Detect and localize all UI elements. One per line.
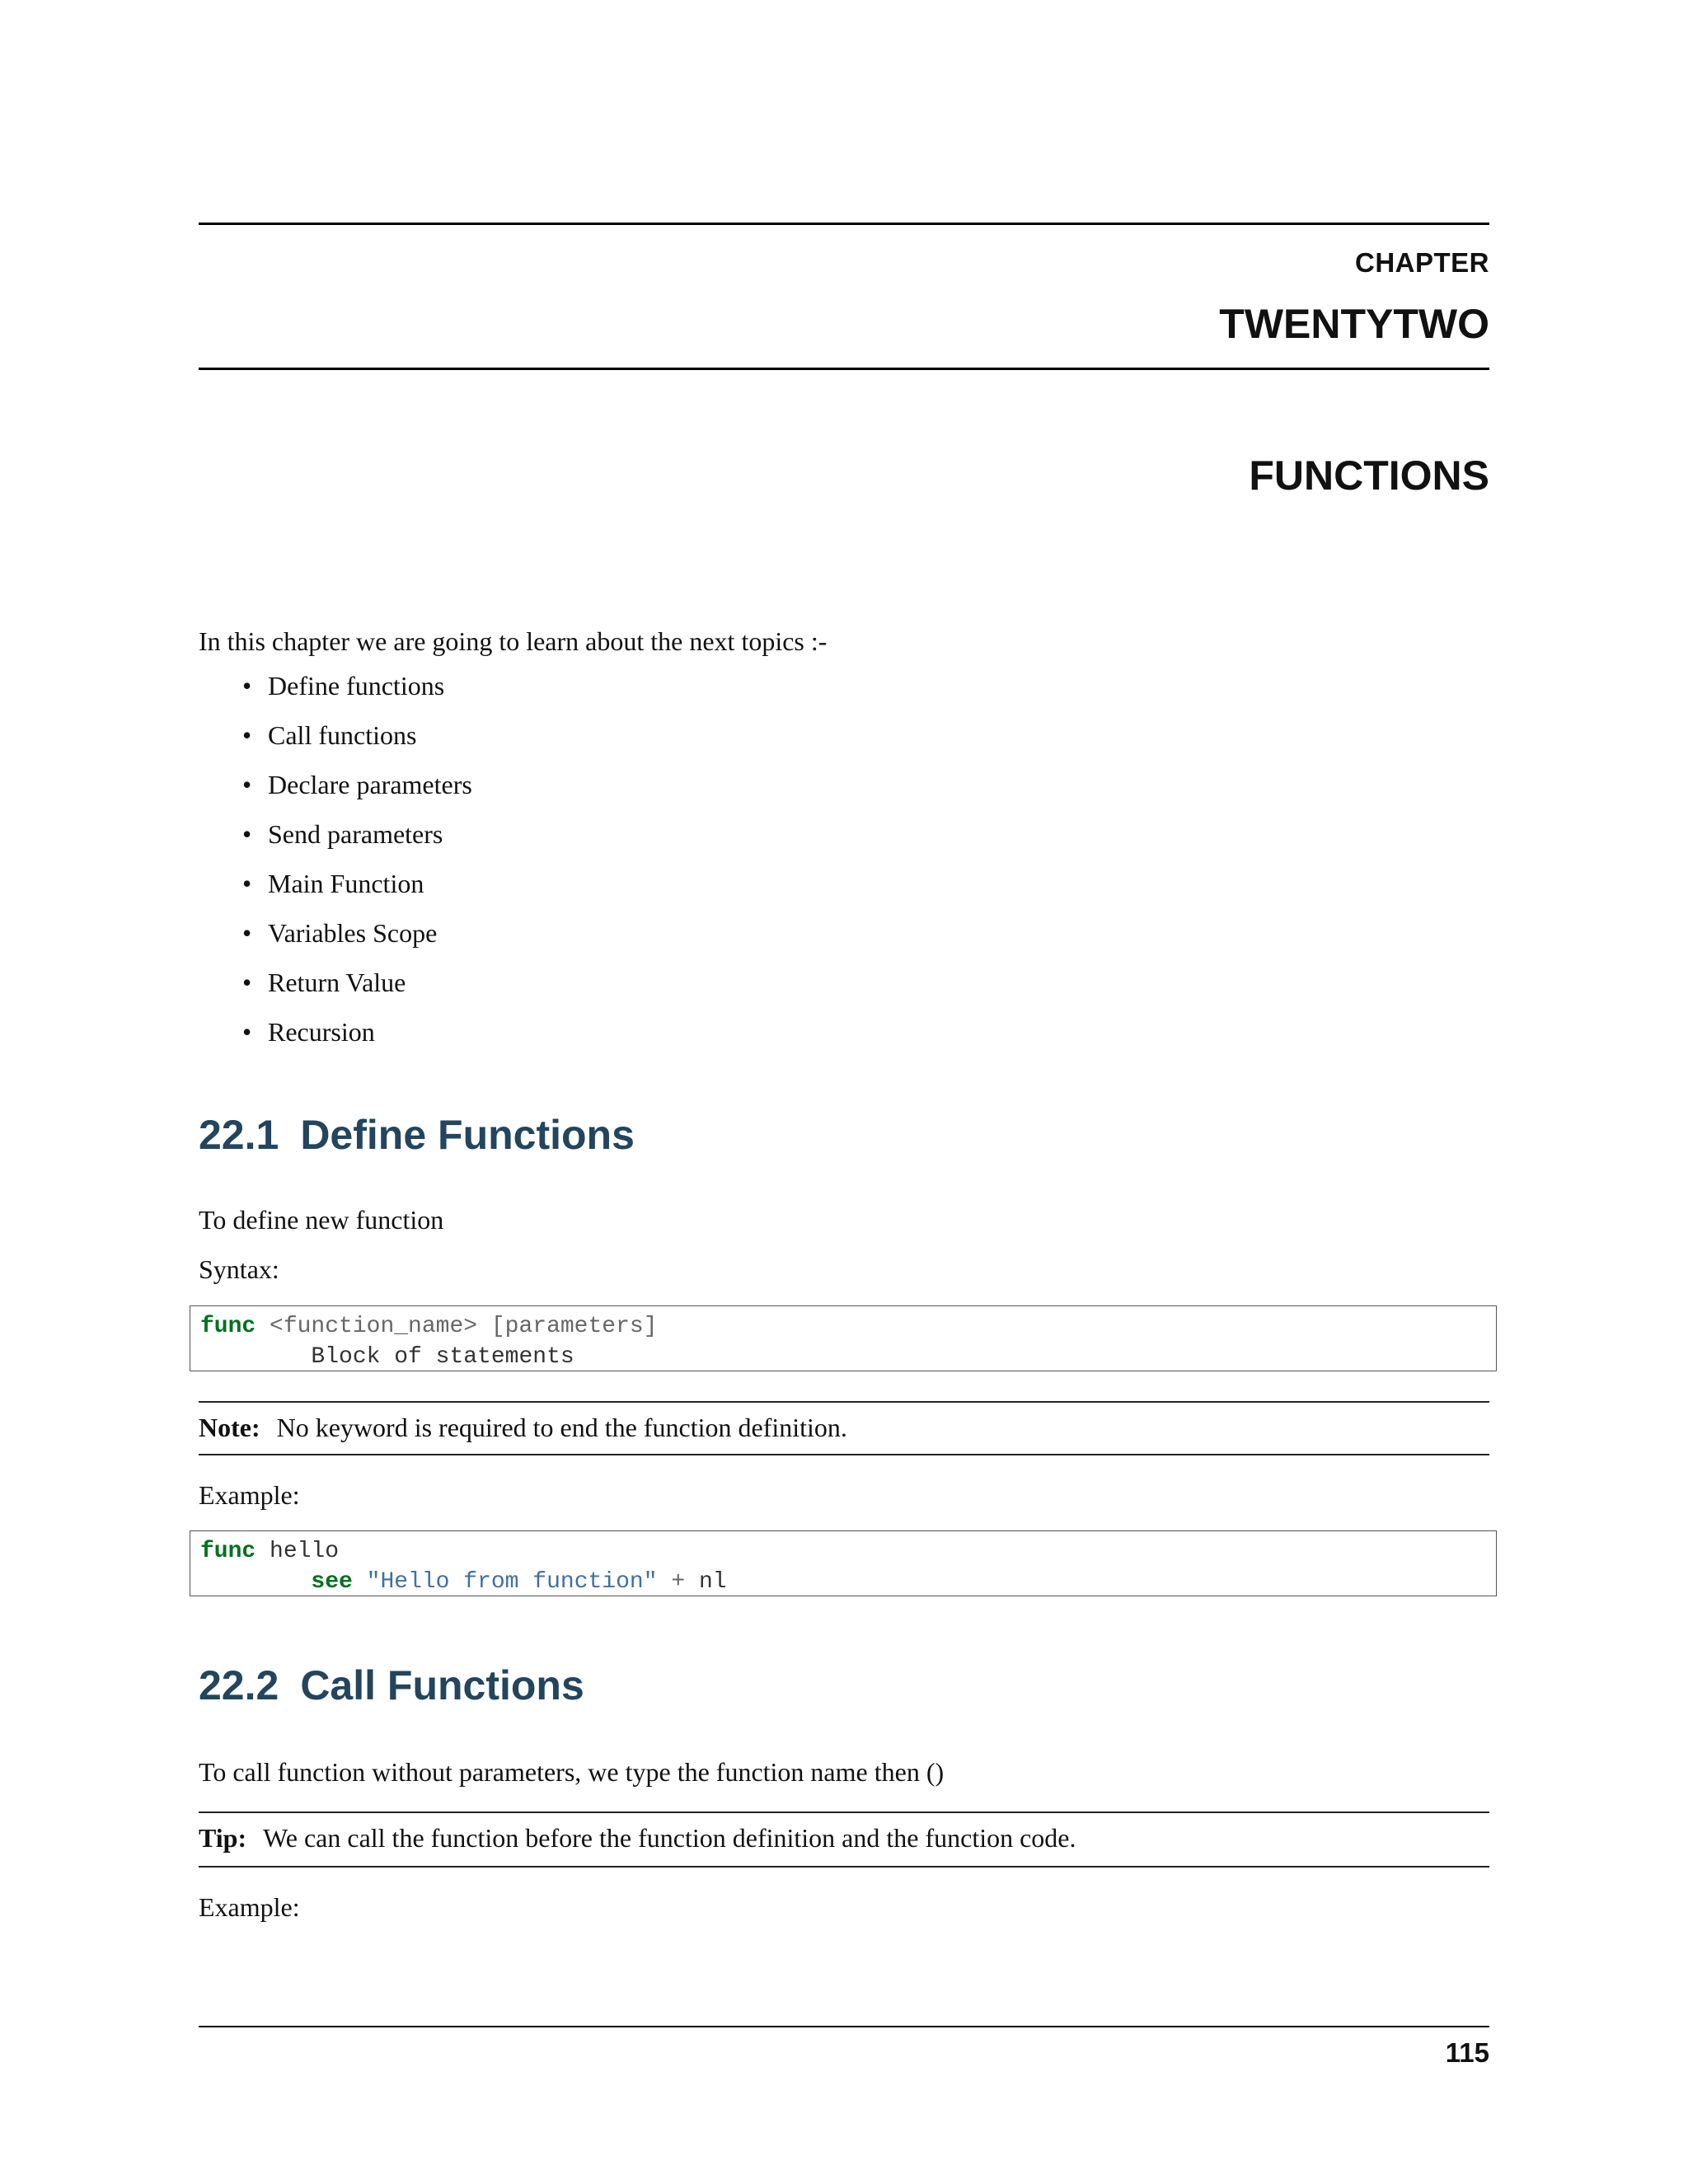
list-item: • Call functions: [242, 720, 417, 750]
example-label: Example:: [199, 1480, 300, 1510]
list-item: • Send parameters: [242, 819, 443, 849]
bullet-icon: •: [242, 968, 252, 997]
chapter-label: CHAPTER: [1354, 247, 1489, 278]
list-item: • Define functions: [242, 671, 445, 701]
section-title: Define Functions: [300, 1112, 635, 1158]
bullet-icon: •: [242, 671, 252, 701]
syntax-code-block: [190, 1305, 1497, 1371]
chapter-title: FUNCTIONS: [1249, 452, 1489, 499]
section-title: Call Functions: [300, 1662, 584, 1708]
list-item: • Recursion: [242, 1017, 375, 1047]
bullet-icon: •: [242, 918, 252, 948]
topics-list: [239, 669, 472, 1065]
section-heading-define-functions: [199, 1111, 635, 1159]
bullet-icon: •: [242, 720, 252, 750]
section-heading-call-functions: [199, 1661, 584, 1709]
bullet-icon: •: [242, 869, 252, 898]
code-text: nl: [698, 1569, 727, 1595]
list-item: • Declare parameters: [242, 770, 472, 799]
footer-rule: [199, 2026, 1489, 2027]
call-example-label: Example:: [199, 1892, 300, 1922]
define-description: To define new function: [199, 1205, 444, 1235]
bullet-icon: •: [242, 1017, 252, 1047]
syntax-label: Syntax:: [199, 1254, 279, 1284]
section-number: 22.1: [199, 1112, 279, 1158]
code-keyword: func: [200, 1539, 256, 1564]
tip-callout: [199, 1811, 1489, 1868]
call-description: To call function without parameters, we type the function name then (): [199, 1757, 945, 1787]
list-item: • Return Value: [242, 968, 406, 997]
note-callout: [199, 1401, 1489, 1455]
example-code-block: [190, 1530, 1497, 1596]
note-text: No keyword is required to end the function definition.: [276, 1413, 847, 1442]
code-keyword: see: [311, 1569, 353, 1595]
list-item: • Variables Scope: [242, 918, 438, 948]
code-text: Block of statements: [200, 1344, 574, 1370]
header-top-rule: [199, 223, 1489, 225]
chapter-number: TWENTYTWO: [1219, 301, 1489, 347]
code-keyword: func: [200, 1314, 256, 1339]
list-item: • Main Function: [242, 869, 424, 898]
bullet-icon: •: [242, 770, 252, 799]
code-text: hello: [256, 1539, 340, 1564]
code-operator: +: [657, 1569, 699, 1595]
code-string: "Hello from function": [366, 1569, 658, 1595]
tip-label: Tip:: [199, 1823, 247, 1853]
header-bottom-rule: [199, 368, 1489, 370]
bullet-icon: •: [242, 819, 252, 849]
code-text: <function_name> [parameters]: [256, 1314, 658, 1339]
section-number: 22.2: [199, 1662, 279, 1708]
tip-text: We can call the function before the function definition and the function code.: [263, 1823, 1076, 1853]
page-number: 115: [1445, 2037, 1489, 2068]
intro-paragraph: In this chapter we are going to learn about the next topics :-: [199, 626, 828, 656]
note-label: Note:: [199, 1413, 260, 1442]
